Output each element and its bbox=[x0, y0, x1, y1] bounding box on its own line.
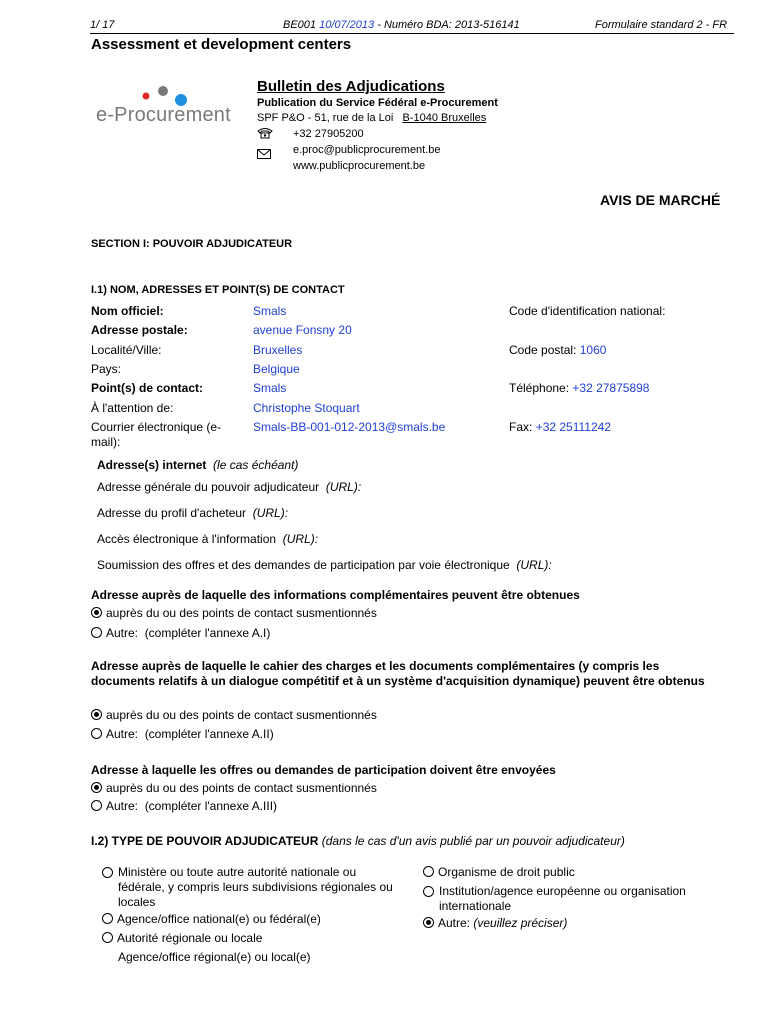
bulletin-website[interactable]: www.publicprocurement.be bbox=[293, 160, 426, 172]
url-electronic-access-suffix: (URL): bbox=[282, 532, 319, 546]
label-fax: Fax: bbox=[509, 420, 533, 434]
option-label: Organisme de droit public bbox=[438, 865, 575, 879]
value-official-name: Smals bbox=[253, 304, 287, 318]
value-country: Belgique bbox=[253, 362, 300, 376]
mail-icon bbox=[257, 146, 271, 156]
radio-empty-icon[interactable] bbox=[91, 728, 102, 739]
section-title: SECTION I: POUVOIR ADJUDICATEUR bbox=[91, 238, 293, 250]
logo-dots-icon bbox=[96, 82, 226, 106]
radio-selected-icon[interactable] bbox=[91, 782, 102, 793]
option-label: Institution/agence européenne ou organisation internationale bbox=[439, 884, 686, 913]
label-official-name: Nom officiel: bbox=[91, 304, 164, 318]
subsection-title-i1: I.1) NOM, ADRESSES ET POINT(S) DE CONTACT bbox=[91, 284, 345, 296]
option-note: (compléter l'annexe A.II) bbox=[144, 727, 274, 741]
url-general bbox=[97, 480, 361, 494]
option-label: Autre: bbox=[106, 799, 139, 813]
option-label: Autre: bbox=[438, 916, 471, 930]
authority-type-public-law[interactable] bbox=[423, 865, 575, 879]
submission-address-title: Adresse à laquelle les offres ou demandes de participation doivent être envoyées bbox=[91, 763, 556, 777]
label-attention: À l'attention de: bbox=[91, 401, 174, 415]
value-postal-code: 1060 bbox=[579, 343, 607, 357]
radio-selected-icon[interactable] bbox=[91, 709, 102, 720]
label-telephone: Téléphone: bbox=[509, 381, 570, 395]
value-fax: +32 25111242 bbox=[535, 420, 611, 434]
url-general-suffix: (URL): bbox=[325, 480, 362, 494]
reference-date: 10/07/2013 bbox=[319, 19, 375, 31]
option-label: Ministère ou toute autre autorité nationale ou fédérale, y compris leurs subdivisions régionales ou locales bbox=[118, 865, 393, 909]
authority-type-national-agency[interactable] bbox=[102, 912, 321, 926]
bulletin-street: SPF P&O - 51, rue de la Loi bbox=[257, 112, 394, 124]
value-postal-address: avenue Fonsny 20 bbox=[253, 323, 352, 337]
value-contact-points: Smals bbox=[253, 381, 287, 395]
internet-label: Adresse(s) internet bbox=[97, 458, 207, 472]
info-address-title: Adresse auprès de laquelle des informations complémentaires peuvent être obtenues bbox=[91, 588, 580, 602]
option-label: auprès du ou des points de contact susmentionnés bbox=[106, 781, 377, 795]
internet-note: (le cas échéant) bbox=[213, 458, 299, 472]
notice-reference bbox=[283, 19, 520, 31]
option-label: auprès du ou des points de contact susmentionnés bbox=[106, 708, 377, 722]
authority-type-other[interactable] bbox=[423, 916, 567, 930]
url-electronic-submission-suffix: (URL): bbox=[516, 558, 552, 572]
url-buyer-profile-label: Adresse du profil d'acheteur bbox=[97, 506, 247, 520]
url-electronic-access bbox=[97, 532, 318, 546]
radio-empty-icon[interactable] bbox=[423, 866, 434, 877]
submission-address-option-contact[interactable] bbox=[91, 781, 377, 795]
documents-address-title: Adresse auprès de laquelle le cahier des charges et les documents complémentaires (y compris les documents relatifs à un dialogue compétitif et à un système d'acquisition dynamique) peuvent être obtenus bbox=[91, 659, 705, 688]
url-electronic-submission bbox=[97, 558, 552, 572]
radio-empty-icon[interactable] bbox=[102, 932, 113, 943]
logo-text: e-Procurement bbox=[96, 104, 231, 126]
authority-type-european[interactable] bbox=[423, 884, 723, 914]
label-email: Courrier électronique (e-mail): bbox=[91, 420, 222, 449]
radio-empty-icon[interactable] bbox=[423, 886, 434, 897]
telephone-field bbox=[509, 381, 649, 395]
header-divider bbox=[90, 33, 734, 34]
radio-empty-icon[interactable] bbox=[102, 913, 113, 924]
value-city: Bruxelles bbox=[253, 343, 303, 357]
option-label: Autorité régionale ou locale bbox=[117, 931, 263, 945]
url-general-label: Adresse générale du pouvoir adjudicateur bbox=[97, 480, 320, 494]
radio-empty-icon[interactable] bbox=[91, 627, 102, 638]
authority-type-regional[interactable] bbox=[102, 931, 262, 945]
bulletin-title: Bulletin des Adjudications bbox=[257, 78, 445, 95]
option-label: Agence/office national(e) ou fédéral(e) bbox=[117, 912, 321, 926]
option-note: (veuillez préciser) bbox=[473, 916, 568, 930]
submission-address-option-other[interactable] bbox=[91, 799, 277, 813]
e-procurement-logo bbox=[96, 82, 231, 130]
url-electronic-submission-label: Soumission des offres et des demandes de participation par voie électronique bbox=[97, 558, 510, 572]
url-electronic-access-label: Accès électronique à l'information bbox=[97, 532, 277, 546]
i2-note: (dans le cas d'un avis publié par un pouvoir adjudicateur) bbox=[321, 834, 625, 848]
reference-bda: - Numéro BDA: 2013-516141 bbox=[377, 19, 520, 31]
i2-title: I.2) TYPE DE POUVOIR ADJUDICATEUR bbox=[91, 834, 319, 848]
url-buyer-profile-suffix: (URL): bbox=[252, 506, 289, 520]
bulletin-phone: +32 27905200 bbox=[293, 128, 364, 140]
documents-address-option-other[interactable] bbox=[91, 727, 274, 741]
option-label: Autre: bbox=[106, 727, 139, 741]
label-postal-code: Code postal: bbox=[509, 343, 577, 357]
label-country: Pays: bbox=[91, 362, 122, 376]
info-address-option-contact[interactable] bbox=[91, 606, 377, 620]
info-address-option-other[interactable] bbox=[91, 626, 270, 640]
phone-icon bbox=[257, 126, 273, 138]
label-postal-address: Adresse postale: bbox=[91, 323, 188, 337]
label-city: Localité/Ville: bbox=[91, 343, 162, 357]
bulletin-address bbox=[257, 112, 486, 124]
notice-title: AVIS DE MARCHÉ bbox=[600, 192, 721, 208]
radio-empty-icon[interactable] bbox=[91, 800, 102, 811]
authority-type-ministry[interactable] bbox=[102, 865, 402, 910]
option-note: (compléter l'annexe A.III) bbox=[144, 799, 278, 813]
value-email[interactable]: Smals-BB-001-012-2013@smals.be bbox=[253, 420, 446, 434]
option-note: (compléter l'annexe A.I) bbox=[144, 626, 271, 640]
bulletin-subtitle: Publication du Service Fédéral e-Procurement bbox=[257, 97, 498, 109]
value-attention: Christophe Stoquart bbox=[253, 401, 360, 415]
label-contact-points: Point(s) de contact: bbox=[91, 381, 204, 395]
bulletin-email[interactable]: e.proc@publicprocurement.be bbox=[293, 144, 441, 156]
documents-address-option-contact[interactable] bbox=[91, 708, 377, 722]
document-title: Assessment et development centers bbox=[91, 36, 352, 53]
page-number: 1/ 17 bbox=[90, 19, 115, 31]
bulletin-city: B-1040 Bruxelles bbox=[402, 112, 487, 124]
radio-empty-icon[interactable] bbox=[102, 867, 113, 878]
url-buyer-profile bbox=[97, 506, 288, 520]
postal-code-field bbox=[509, 343, 606, 357]
option-label: auprès du ou des points de contact susmentionnés bbox=[106, 606, 377, 620]
radio-selected-icon[interactable] bbox=[423, 917, 434, 928]
form-name: Formulaire standard 2 - FR bbox=[595, 19, 728, 31]
fax-field bbox=[509, 420, 611, 434]
radio-selected-icon[interactable] bbox=[91, 607, 102, 618]
internet-addresses-heading bbox=[97, 458, 298, 472]
subsection-title-i2 bbox=[91, 834, 625, 848]
value-telephone: +32 27875898 bbox=[572, 381, 650, 395]
label-national-id: Code d'identification national: bbox=[509, 304, 666, 318]
authority-type-regional-agency: Agence/office régional(e) ou local(e) bbox=[118, 950, 311, 964]
reference-code: BE001 bbox=[283, 19, 317, 31]
option-label: Autre: bbox=[106, 626, 139, 640]
